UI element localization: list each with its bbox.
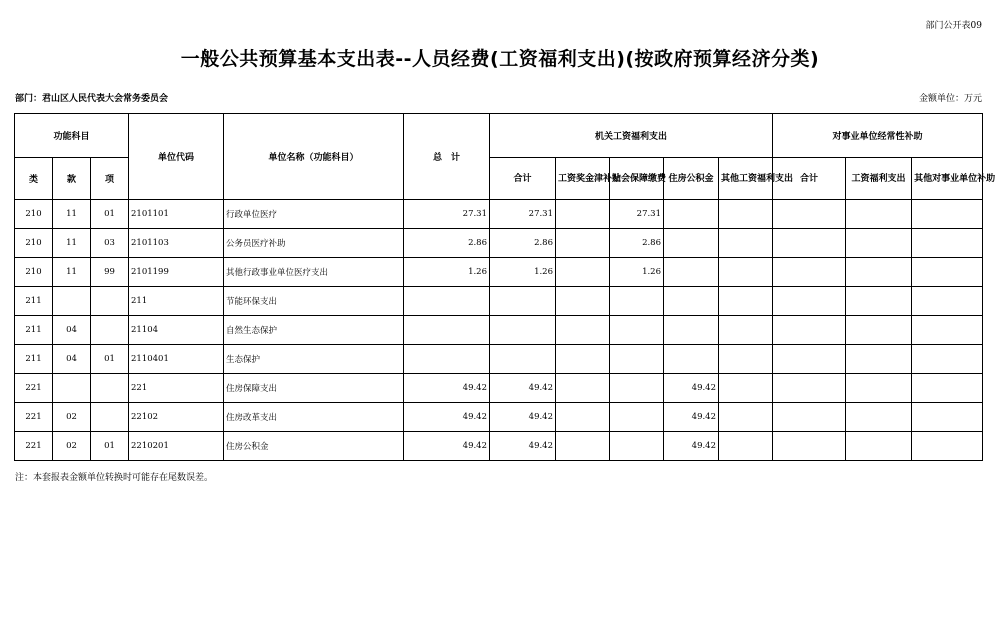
cell-unit-name: 住房保障支出 — [224, 374, 404, 403]
table-row — [15, 258, 983, 287]
cell-subsidy-wage — [846, 229, 912, 258]
cell-total — [404, 345, 490, 374]
cell-unit-code: 221 — [129, 374, 224, 403]
cell-kuan: 02 — [53, 403, 91, 432]
cell-lei: 211 — [15, 287, 53, 316]
cell-unit-code: 211 — [129, 287, 224, 316]
table-row — [15, 287, 983, 316]
amount-unit-label: 金额单位：万元 — [918, 94, 982, 104]
cell-organ-other — [719, 316, 773, 345]
budget-table — [14, 113, 996, 461]
cell-organ-housing — [664, 258, 719, 287]
cell-organ-other — [719, 287, 773, 316]
cell-subsidy-other — [912, 229, 983, 258]
cell-unit-code: 22102 — [129, 403, 224, 432]
cell-organ-other — [719, 229, 773, 258]
cell-organ-total: 1.26 — [490, 258, 556, 287]
cell-subsidy-total — [773, 287, 846, 316]
cell-subsidy-wage — [846, 200, 912, 229]
cell-subsidy-total — [773, 229, 846, 258]
cell-organ-total — [490, 316, 556, 345]
footnote: 注：本套报表金额单位转换时可能存在尾数误差。 — [15, 473, 214, 483]
header-organ-wage: 工资奖金津补贴 — [556, 158, 610, 200]
cell-organ-total — [490, 345, 556, 374]
cell-lei: 221 — [15, 374, 53, 403]
cell-lei: 210 — [15, 229, 53, 258]
cell-organ-housing — [664, 200, 719, 229]
cell-subsidy-wage — [846, 287, 912, 316]
cell-organ-housing — [664, 229, 719, 258]
cell-organ-wage — [556, 287, 610, 316]
cell-total: 49.42 — [404, 432, 490, 461]
cell-kuan — [53, 287, 91, 316]
cell-organ-social: 1.26 — [610, 258, 664, 287]
cell-subsidy-wage — [846, 316, 912, 345]
cell-xiang: 99 — [91, 258, 129, 287]
cell-subsidy-other — [912, 287, 983, 316]
cell-organ-total: 49.42 — [490, 374, 556, 403]
header-lei: 类 — [15, 158, 53, 200]
cell-subsidy-other — [912, 258, 983, 287]
cell-total — [404, 316, 490, 345]
cell-total: 49.42 — [404, 403, 490, 432]
cell-kuan: 04 — [53, 345, 91, 374]
cell-organ-social — [610, 403, 664, 432]
cell-unit-name: 自然生态保护 — [224, 316, 404, 345]
department-label: 部门：君山区人民代表大会常务委员会 — [15, 94, 169, 104]
table-row — [15, 229, 983, 258]
cell-unit-name: 其他行政事业单位医疗支出 — [224, 258, 404, 287]
cell-unit-code: 2101103 — [129, 229, 224, 258]
cell-organ-housing: 49.42 — [664, 403, 719, 432]
cell-lei: 211 — [15, 345, 53, 374]
cell-unit-code: 2101101 — [129, 200, 224, 229]
cell-unit-name: 节能环保支出 — [224, 287, 404, 316]
cell-subsidy-other — [912, 403, 983, 432]
cell-subsidy-other — [912, 345, 983, 374]
cell-organ-total: 49.42 — [490, 403, 556, 432]
cell-total: 1.26 — [404, 258, 490, 287]
cell-organ-wage — [556, 432, 610, 461]
cell-organ-social — [610, 345, 664, 374]
header-unit-name: 单位名称（功能科目） — [224, 114, 404, 200]
header-kuan: 款 — [53, 158, 91, 200]
cell-xiang: 01 — [91, 345, 129, 374]
cell-subsidy-wage — [846, 258, 912, 287]
cell-unit-code: 2101199 — [129, 258, 224, 287]
page-title: 一般公共预算基本支出表--人员经费(工资福利支出)(按政府预算经济分类) — [180, 48, 820, 70]
cell-xiang: 01 — [91, 200, 129, 229]
cell-organ-total: 27.31 — [490, 200, 556, 229]
cell-organ-social — [610, 316, 664, 345]
cell-total — [404, 287, 490, 316]
cell-unit-name: 生态保护 — [224, 345, 404, 374]
cell-organ-social: 27.31 — [610, 200, 664, 229]
cell-subsidy-other — [912, 316, 983, 345]
header-subsidy-total: 合计 — [773, 158, 846, 200]
cell-organ-social — [610, 432, 664, 461]
header-organ-total: 合计 — [490, 158, 556, 200]
cell-kuan: 04 — [53, 316, 91, 345]
table-row — [15, 374, 983, 403]
cell-kuan: 11 — [53, 200, 91, 229]
cell-xiang — [91, 403, 129, 432]
document-number: 部门公开表09 — [925, 21, 982, 31]
cell-lei: 221 — [15, 403, 53, 432]
cell-organ-other — [719, 403, 773, 432]
cell-unit-code: 21104 — [129, 316, 224, 345]
cell-lei: 211 — [15, 316, 53, 345]
cell-subsidy-total — [773, 200, 846, 229]
cell-subsidy-total — [773, 403, 846, 432]
cell-subsidy-wage — [846, 432, 912, 461]
cell-unit-name: 住房改革支出 — [224, 403, 404, 432]
header-subsidy-group: 对事业单位经常性补助 — [773, 114, 983, 158]
cell-organ-other — [719, 200, 773, 229]
cell-organ-housing — [664, 345, 719, 374]
header-xiang: 项 — [91, 158, 129, 200]
cell-organ-other — [719, 258, 773, 287]
cell-subsidy-total — [773, 258, 846, 287]
cell-organ-wage — [556, 345, 610, 374]
header-subsidy-other: 其他对事业单位补助 — [912, 158, 983, 200]
cell-unit-name: 公务员医疗补助 — [224, 229, 404, 258]
cell-organ-social — [610, 374, 664, 403]
cell-unit-code: 2210201 — [129, 432, 224, 461]
cell-subsidy-total — [773, 374, 846, 403]
cell-organ-wage — [556, 316, 610, 345]
cell-subsidy-other — [912, 432, 983, 461]
header-organ-group: 机关工资福利支出 — [490, 114, 773, 158]
table-body — [15, 200, 983, 461]
cell-organ-wage — [556, 258, 610, 287]
header-total: 总 计 — [404, 114, 490, 200]
cell-organ-social — [610, 287, 664, 316]
cell-organ-total: 49.42 — [490, 432, 556, 461]
cell-organ-wage — [556, 200, 610, 229]
table-row — [15, 316, 983, 345]
cell-total: 2.86 — [404, 229, 490, 258]
cell-subsidy-total — [773, 432, 846, 461]
table-row — [15, 432, 983, 461]
cell-organ-wage — [556, 374, 610, 403]
cell-lei: 210 — [15, 200, 53, 229]
cell-organ-wage — [556, 403, 610, 432]
cell-xiang: 01 — [91, 432, 129, 461]
cell-unit-code: 2110401 — [129, 345, 224, 374]
cell-kuan — [53, 374, 91, 403]
header-organ-housing: 住房公积金 — [664, 158, 719, 200]
cell-kuan: 11 — [53, 229, 91, 258]
header-organ-other: 其他工资福利支出 — [719, 158, 773, 200]
cell-xiang — [91, 287, 129, 316]
cell-subsidy-other — [912, 374, 983, 403]
cell-xiang — [91, 374, 129, 403]
cell-subsidy-other — [912, 200, 983, 229]
table-row — [15, 403, 983, 432]
cell-kuan: 11 — [53, 258, 91, 287]
cell-organ-total — [490, 287, 556, 316]
table-row — [15, 345, 983, 374]
header-organ-social: 社会保障缴费 — [610, 158, 664, 200]
cell-lei: 210 — [15, 258, 53, 287]
cell-subsidy-total — [773, 316, 846, 345]
cell-subsidy-wage — [846, 374, 912, 403]
cell-subsidy-wage — [846, 345, 912, 374]
cell-organ-other — [719, 374, 773, 403]
cell-unit-name: 行政单位医疗 — [224, 200, 404, 229]
cell-organ-housing — [664, 287, 719, 316]
header-unit-code: 单位代码 — [129, 114, 224, 200]
cell-total: 49.42 — [404, 374, 490, 403]
cell-organ-social: 2.86 — [610, 229, 664, 258]
cell-organ-other — [719, 432, 773, 461]
cell-organ-other — [719, 345, 773, 374]
cell-subsidy-wage — [846, 403, 912, 432]
cell-kuan: 02 — [53, 432, 91, 461]
cell-organ-housing: 49.42 — [664, 432, 719, 461]
cell-organ-housing: 49.42 — [664, 374, 719, 403]
cell-xiang — [91, 316, 129, 345]
cell-subsidy-total — [773, 345, 846, 374]
table-row — [15, 200, 983, 229]
header-func-subject: 功能科目 — [15, 114, 129, 158]
cell-organ-wage — [556, 229, 610, 258]
cell-organ-total: 2.86 — [490, 229, 556, 258]
cell-lei: 221 — [15, 432, 53, 461]
cell-total: 27.31 — [404, 200, 490, 229]
cell-organ-housing — [664, 316, 719, 345]
cell-xiang: 03 — [91, 229, 129, 258]
header-subsidy-wage: 工资福利支出 — [846, 158, 912, 200]
cell-unit-name: 住房公积金 — [224, 432, 404, 461]
